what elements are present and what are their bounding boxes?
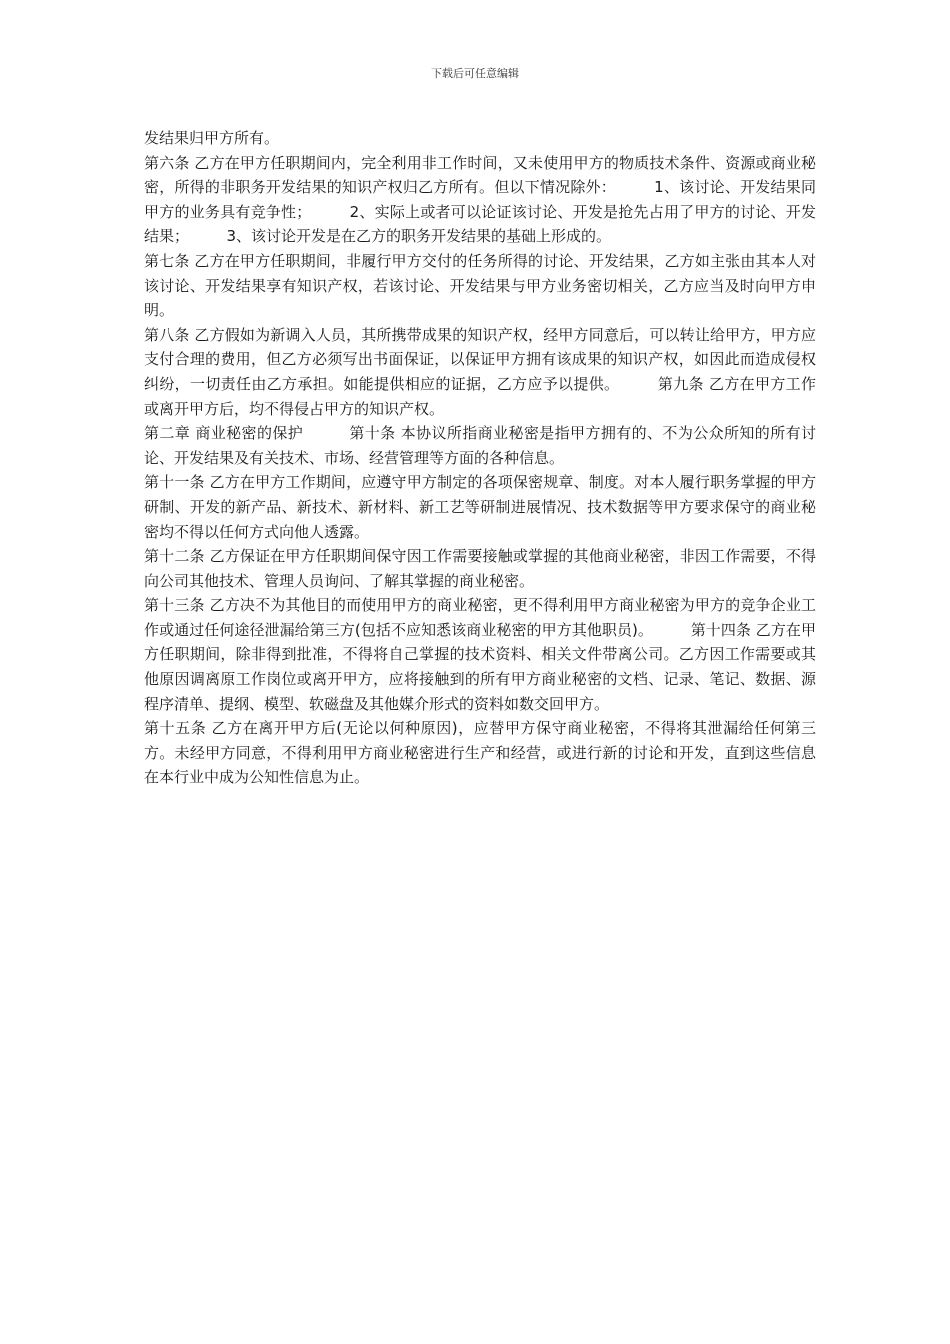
paragraph-article-13-14: 第十三条 乙方决不为其他目的而使用甲方的商业秘密，更不得利用甲方商业秘密为甲方的竞争企业工作或通过任何途径泄漏给第三方(包括不应知悉该商业秘密的甲方其他职员)。 第十四条 乙方在甲方任职期间，除非得到批准，不得将自己掌握的技术资料、相关文件带离公司。乙方因工作需要或其他原因调离原工作岗位或离开甲方，应将接触到的所有甲方商业秘密的文档、记录、笔记、数据、源程序清单、提纲、模型、软磁盘及其他媒介形式的资料如数交回甲方。 bbox=[144, 596, 816, 713]
document-body bbox=[144, 126, 816, 790]
paragraph-continuation: 发结果归甲方所有。 bbox=[144, 129, 280, 147]
paragraph-article-11: 第十一条 乙方在甲方工作期间，应遵守甲方制定的各项保密规章、制度。对本人履行职务掌握的甲方研制、开发的新产品、新技术、新材料、新工艺等研制进展情况、技术数据等甲方要求保守的商业秘密均不得以任何方式向他人透露。 bbox=[144, 473, 816, 541]
paragraph-article-8: 第八条 乙方假如为新调入人员，其所携带成果的知识产权，经甲方同意后，可以转让给甲方，甲方应支付合理的费用，但乙方必须写出书面保证，以保证甲方拥有该成果的知识产权，如因此而造成侵权纠纷，一切责任由乙方承担。如能提供相应的证据，乙方应予以提供。 第九条 乙方在甲方工作或离开甲方后，均不得侵占甲方的知识产权。 bbox=[144, 325, 816, 418]
paragraph-article-15: 第十五条 乙方在离开甲方后(无论以何种原因)，应替甲方保守商业秘密，不得将其泄漏给任何第三方。未经甲方同意，不得利用甲方商业秘密进行生产和经营，或进行新的讨论和开发，直到这些信息在本行业中成为公知性信息为止。 bbox=[144, 719, 816, 787]
paragraph-article-12: 第十二条 乙方保证在甲方任职期间保守因工作需要接触或掌握的其他商业秘密，非因工作需要，不得向公司其他技术、管理人员询问、了解其掌握的商业秘密。 bbox=[144, 547, 816, 590]
paragraph-article-7: 第七条 乙方在甲方任职期间，非履行甲方交付的任务所得的讨论、开发结果，乙方如主张由其本人对该讨论、开发结果享有知识产权，若该讨论、开发结果与甲方业务密切相关，乙方应当及时向甲方申明。 bbox=[144, 251, 816, 320]
page-header: 下载后可任意编辑 bbox=[431, 67, 519, 80]
paragraph-article-6: 第六条 乙方在甲方任职期间内，完全利用非工作时间，又未使用甲方的物质技术条件、资源或商业秘密，所得的非职务开发结果的知识产权归乙方所有。但以下情况除外： 1、该讨论、开发结果同甲方的业务具有竞争性； 2、实际上或者可以论证该讨论、开发是抢先占用了甲方的讨论、开发结果； 3、该讨论开发是在乙方的职务开发结果的基础上形成的。 bbox=[144, 153, 816, 246]
paragraph-chapter-2-article-10: 第二章 商业秘密的保护 第十条 本协议所指商业秘密是指甲方拥有的、不为公众所知的所有讨论、开发结果及有关技术、市场、经营管理等方面的各种信息。 bbox=[144, 424, 816, 467]
